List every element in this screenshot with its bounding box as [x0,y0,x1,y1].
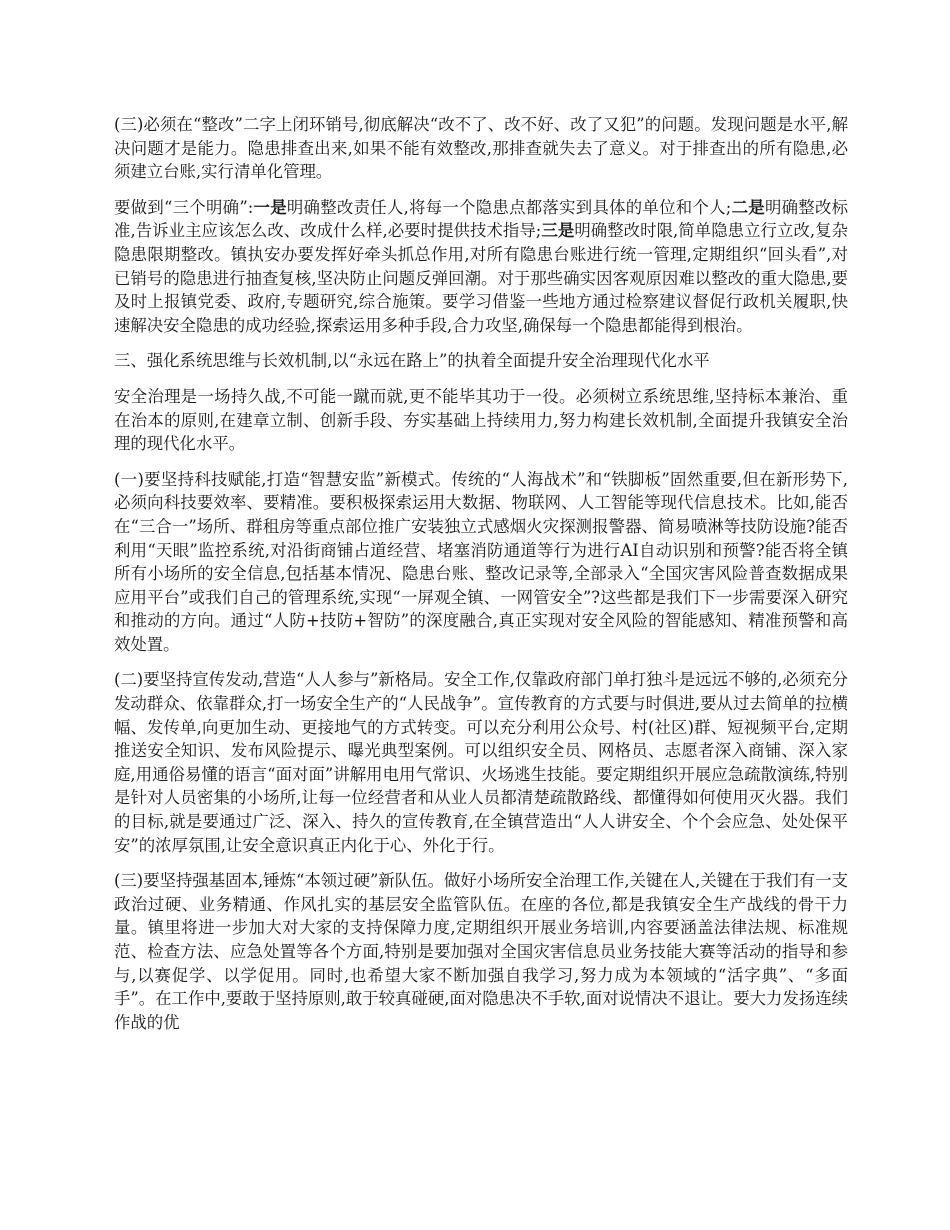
bold-marker: 二是 [731,197,765,217]
bold-marker: 三是 [541,221,575,241]
paragraph-text: 安全治理是一场持久战,不可能一蹴而就,更不能毕其功于一役。必须树立系统思维,坚持标本兼治、重在治本的原则,在建章立制、创新手段、夯实基础上持续用力,努力构建长效机制,全面提升我镇安全治理的现代化水平。 [114,386,848,454]
paragraph-text: 明确整改标准,告诉业主应该怎么改、改成什么样,必要时提供技术指导; [114,197,849,241]
section-heading-three [114,349,848,373]
bold-marker: 一是 [253,197,287,217]
paragraph-rectification-closure [114,113,848,184]
paragraph-text: (三)要坚持强基固本,锤炼“本领过硬”新队伍。做好小场所安全治理工作,关键在人,关键在于我们有一支政治过硬、业务精通、作风扎实的基层安全监管队伍。在座的各位,都是我镇安全生产战线的骨干力量。镇里将进一步加大对大家的支持保障力度,定期组织开展业务培训,内容要涵盖法律法规、标准规范、检查方法、应急处置等各个方面,特别是要加强对全国灾害信息员业务技能大赛等活动的指导和参与,以赛促学、以学促用。同时,也希望大家不断加强自我学习,努力成为本领域的“活字典”、“多面手”。在工作中,要敢于坚持原则,敢于较真碰硬,面对隐患决不手软,面对说情决不退让。要大力发扬连续作战的优 [114,871,849,1032]
paragraph-text: 要做到“三个明确”: [114,197,254,217]
paragraph-text: (三)必须在“整改”二字上闭环销号,彻底解决“改不了、改不好、改了又犯”的问题。发现问题是水平,解决问题才是能力。隐患排查出来,如果不能有效整改,那排查就失去了意义。对于排查出的所有隐患,必须建立台账,实行清单化管理。 [114,115,848,182]
paragraph-three-clarities [114,196,848,338]
paragraph-publicity [114,668,848,857]
paragraph-text: 明确整改责任人,将每一个隐患点都落实到具体的单位和个人; [286,197,732,217]
paragraph-text: (二)要坚持宣传发动,营造“人人参与”新格局。安全工作,仅靠政府部门单打独斗是远远不够的,必须充分发动群众、依靠群众,打一场安全生产的“人民战争”。宣传教育的方式要与时俱进,要从过去简单的拉横幅、发传单,向更加生动、更接地气的方式转变。可以充分利用公众号、村(社区)群、短视频平台,定期推送安全知识、发布风险提示、曝光典型案例。可以组织安全员、网格员、志愿者深入商铺、深入家庭,用通俗易懂的语言“面对面”讲解用电用气常识、火场逃生技能。要定期组织开展应急疏散演练,特别是针对人员密集的小场所,让每一位经营者和从业人员都清楚疏散路线、都懂得如何使用灭火器。我们的目标,就是要通过广泛、深入、持久的宣传教育,在全镇营造出“人人讲安全、个个会应急、处处保平安”的浓厚氛围,让安全意识真正内化于心、外化于行。 [114,670,848,855]
paragraph-text: 明确整改时限,简单隐患立行立改,复杂隐患限期整改。镇执安办要发挥好牵头抓总作用,对所有隐患台账进行统一管理,定期组织“回头看”,对已销号的隐患进行抽查复核,坚决防止问题反弹回潮。对于那些确实因客观原因难以整改的重大隐患,要及时上报镇党委、政府,专题研究,综合施策。要学习借鉴一些地方通过检察建议督促行政机关履职,快速解决安全隐患的成功经验,探索运用多种手段,合力攻坚,确保每一个隐患都能得到根治。 [114,221,849,335]
paragraph-text: (一)要坚持科技赋能,打造“智慧安监”新模式。传统的“人海战术”和“铁脚板”固然重要,但在新形势下,必须向科技要效率、要精准。要积极探索运用大数据、物联网、人工智能等现代信息技术。比如,能否在“三合一”场所、群租房等重点部位推广安装独立式感烟火灾探测报警器、简易喷淋等技防设施?能否利用“天眼”监控系统,对沿街商铺占道经营、堵塞消防通道等行为进行AI自动识别和预警?能否将全镇所有小场所的安全信息,包括基本情况、隐患台账、整改记录等,全部录入“全国灾害风险普查数据成果应用平台”或我们自己的管理系统,实现“一屏观全镇、一网管安全”?这些都是我们下一步需要深入研究和推动的方向。通过“人防+技防+智防”的深度融合,真正实现对安全风险的智能感知、精准预警和高效处置。 [114,469,848,654]
paragraph-system-thinking [114,385,848,456]
heading-text: 三、强化系统思维与长效机制,以“永远在路上”的执着全面提升安全治理现代化水平 [114,351,710,371]
paragraph-tech-empowerment [114,468,848,657]
paragraph-team-building [114,869,848,1034]
document-body [114,113,848,1034]
